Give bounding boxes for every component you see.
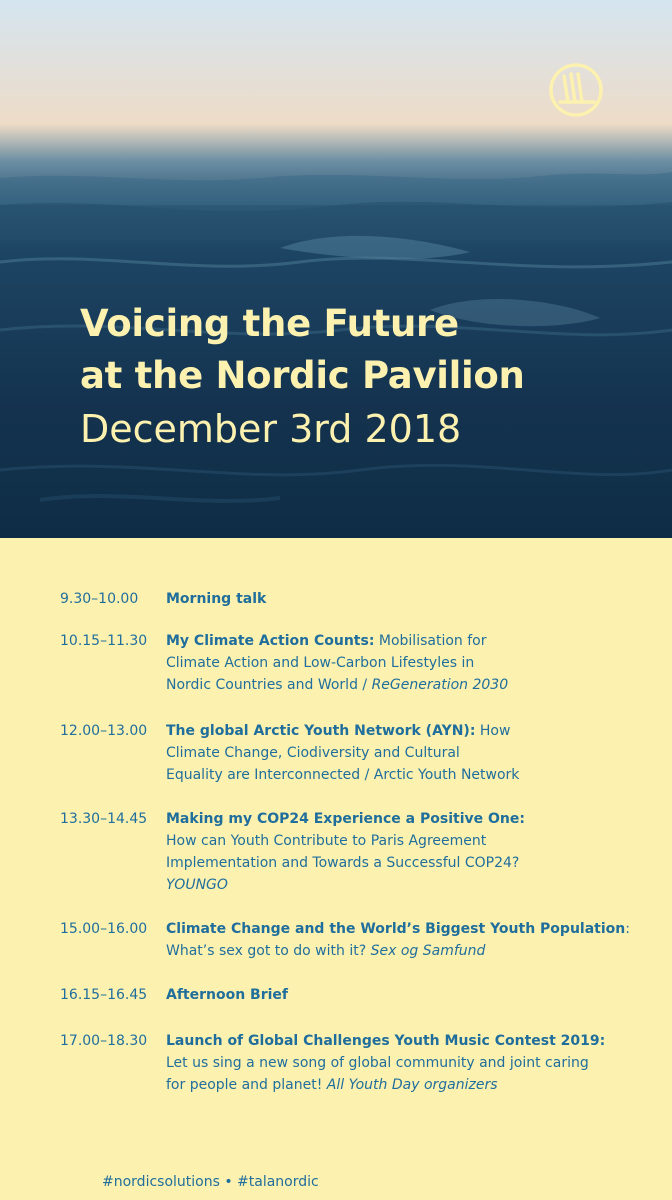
session-description	[166, 984, 650, 1006]
session-time: 16.15–16.45	[60, 987, 148, 1003]
session-description-line	[166, 940, 650, 962]
session-description	[166, 588, 650, 610]
event-title-line-2: at the Nordic Pavilion	[80, 354, 525, 397]
session-text: Implementation and Towards a Successful COP24?	[166, 855, 520, 871]
session-description-line	[166, 984, 650, 1006]
session-title: Climate Change and the World’s Biggest Youth Population	[166, 921, 626, 937]
session-title: The global Arctic Youth Network (AYN):	[166, 723, 476, 739]
session-time: 12.00–13.00	[60, 723, 148, 739]
session-time: 9.30–10.00	[60, 591, 139, 607]
event-date: December 3rd 2018	[80, 407, 462, 451]
session-text: :	[625, 921, 630, 937]
session-description	[166, 808, 650, 896]
session-description-line	[166, 1074, 650, 1096]
session-description-line	[166, 674, 650, 696]
session-time: 15.00–16.00	[60, 921, 148, 937]
session-title: Morning talk	[166, 591, 267, 607]
hashtags: #nordicsolutions • #talanordic	[102, 1174, 319, 1190]
session-description-line	[166, 852, 650, 874]
session-organizer: All Youth Day organizers	[326, 1077, 498, 1093]
session-description-line	[166, 1030, 650, 1052]
session-title: Afternoon Brief	[166, 987, 289, 1003]
event-title	[80, 298, 525, 402]
session-text: How	[475, 723, 511, 739]
session-description-line	[166, 918, 650, 940]
session-description-line	[166, 874, 650, 896]
session-organizer: ReGeneration 2030	[371, 677, 509, 693]
session-description	[166, 1030, 650, 1096]
session-organizer: YOUNGO	[166, 877, 228, 893]
session-description-line	[166, 720, 650, 742]
session-description	[166, 918, 650, 962]
session-title: Launch of Global Challenges Youth Music Contest 2019:	[166, 1033, 606, 1049]
session-organizer: Sex og Samfund	[370, 943, 486, 959]
session-time: 17.00–18.30	[60, 1033, 148, 1049]
session-text: Mobilisation for	[374, 633, 487, 649]
session-description-line	[166, 588, 650, 610]
hero-banner	[0, 0, 672, 538]
session-text: Nordic Countries and World /	[166, 677, 372, 693]
session-text: How can Youth Contribute to Paris Agreement	[166, 833, 487, 849]
schedule	[0, 538, 672, 1200]
session-time: 13.30–14.45	[60, 811, 148, 827]
session-text: Equality are Interconnected / Arctic Youth Network	[166, 767, 520, 783]
session-text: for people and planet!	[166, 1077, 327, 1093]
nordic-swan-icon	[548, 62, 604, 118]
session-title: Making my COP24 Experience a Positive One:	[166, 811, 525, 827]
session-description-line	[166, 1052, 650, 1074]
session-description	[166, 630, 650, 696]
session-description-line	[166, 630, 650, 652]
session-description-line	[166, 652, 650, 674]
session-time: 10.15–11.30	[60, 633, 148, 649]
session-text: What’s sex got to do with it?	[166, 943, 371, 959]
session-description-line	[166, 808, 650, 830]
session-title: My Climate Action Counts:	[166, 633, 375, 649]
session-description-line	[166, 742, 650, 764]
event-title-line-1: Voicing the Future	[80, 302, 459, 345]
session-text: Climate Action and Low-Carbon Lifestyles in	[166, 655, 475, 671]
session-description-line	[166, 830, 650, 852]
session-text: Let us sing a new song of global community and joint caring	[166, 1055, 589, 1071]
session-description-line	[166, 764, 650, 786]
session-text: Climate Change, Ciodiversity and Cultural	[166, 745, 460, 761]
session-description	[166, 720, 650, 786]
